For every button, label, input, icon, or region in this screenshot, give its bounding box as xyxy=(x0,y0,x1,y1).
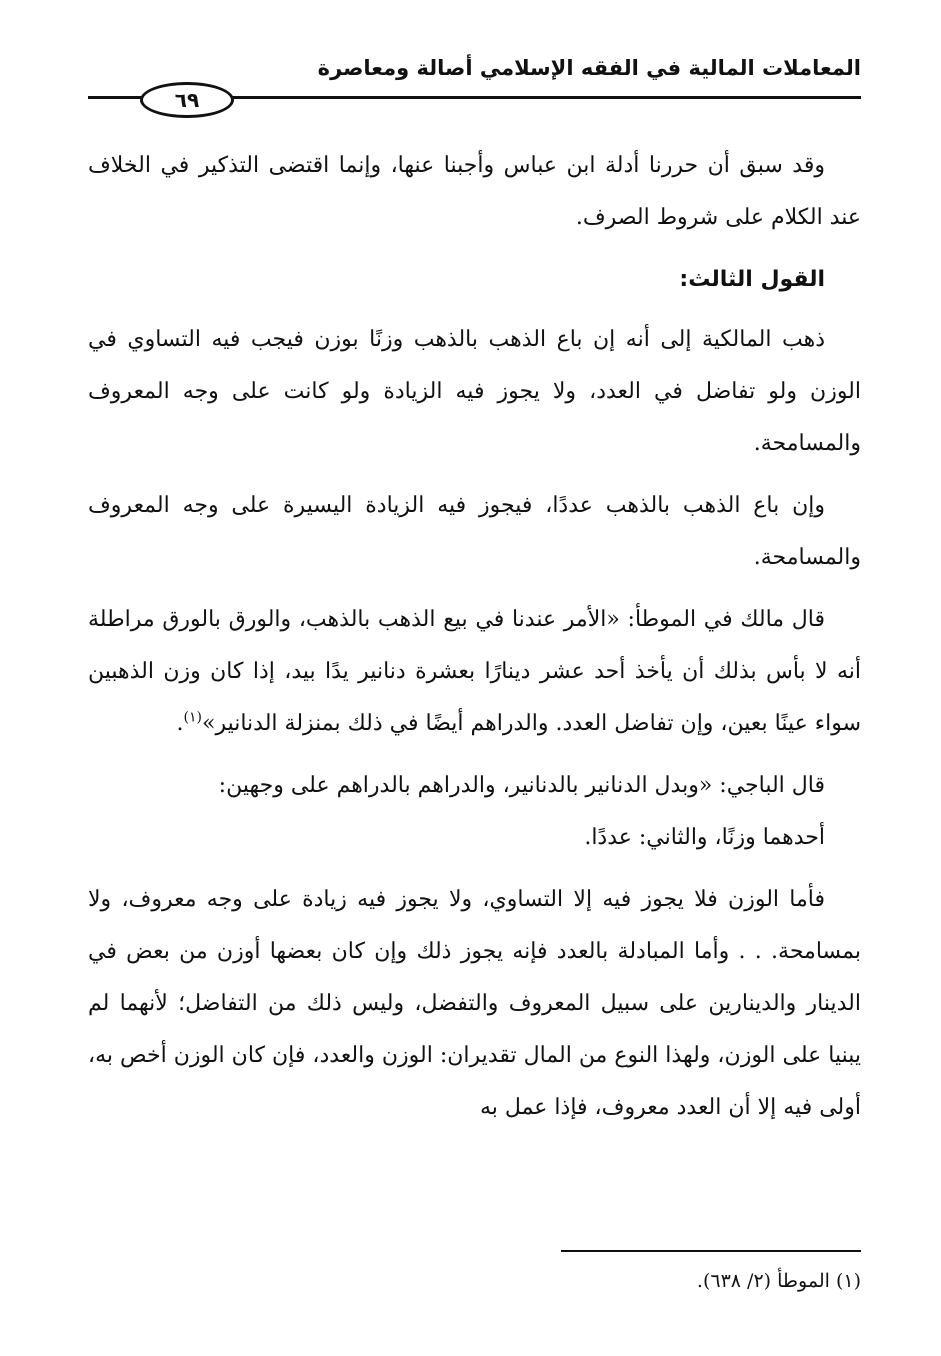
paragraph-5: قال الباجي: «وبدل الدنانير بالدنانير، والدراهم بالدراهم على وجهين: xyxy=(218,773,825,798)
paragraph-4 xyxy=(88,594,861,750)
paragraph-4-end: . xyxy=(176,711,184,736)
page-number: ٦٩ xyxy=(140,82,234,118)
paragraph-7: فأما الوزن فلا يجوز فيه إلا التساوي، ولا يجوز فيه زيادة على وجه معروف، ولا بمسامحة. . . وأما المبادلة بالعدد فإنه يجوز ذلك وإن كان بعضها أوزن من بعض في الدينار والدينارين على سبيل المعروف والتفضل، وليس ذلك من التفاضل؛ لأنهما لم يبنيا على الوزن، ولهذا النوع من المال تقديران: الوزن والعدد، فإن كان الوزن أخص به، أولى فيه إلا أن العدد معروف، فإذا عمل به xyxy=(88,887,861,1120)
footnote: (١) الموطأ (٢/ ٦٣٨). xyxy=(696,1270,861,1292)
footnote-separator xyxy=(561,1250,861,1252)
section-heading: القول الثالث: xyxy=(679,267,825,292)
footnote-reference[interactable]: (١) xyxy=(183,709,202,726)
paragraph-2: ذهب المالكية إلى أنه إن باع الذهب بالذهب وزنًا بوزن فيجب فيه التساوي في الوزن ولو تفاضل في العدد، ولا يجوز فيه الزيادة ولو كانت على وجه المعروف والمسامحة. xyxy=(88,327,861,456)
main-text xyxy=(88,140,861,1144)
paragraph-1: وقد سبق أن حررنا أدلة ابن عباس وأجبنا عنها، وإنما اقتضى التذكير في الخلاف عند الكلام على شروط الصرف. xyxy=(88,153,861,230)
paragraph-6: أحدهما وزنًا، والثاني: عددًا. xyxy=(584,825,825,850)
paragraph-3: وإن باع الذهب بالذهب عددًا، فيجوز فيه الزيادة اليسيرة على وجه المعروف والمسامحة. xyxy=(88,493,861,570)
running-title: المعاملات المالية في الفقه الإسلامي أصالة ومعاصرة xyxy=(317,56,861,80)
paragraph-4-text: قال مالك في الموطأ: «الأمر عندنا في بيع الذهب بالذهب، والورق بالورق مراطلة أنه لا بأس بذلك أن يأخذ أحد عشر دينارًا بعشرة دنانير يدًا بيد، إذا كان وزن الذهبين سواء عينًا بعين، وإن تفاضل العدد. والدراهم أيضًا في ذلك بمنزلة الدنانير» xyxy=(88,607,861,736)
